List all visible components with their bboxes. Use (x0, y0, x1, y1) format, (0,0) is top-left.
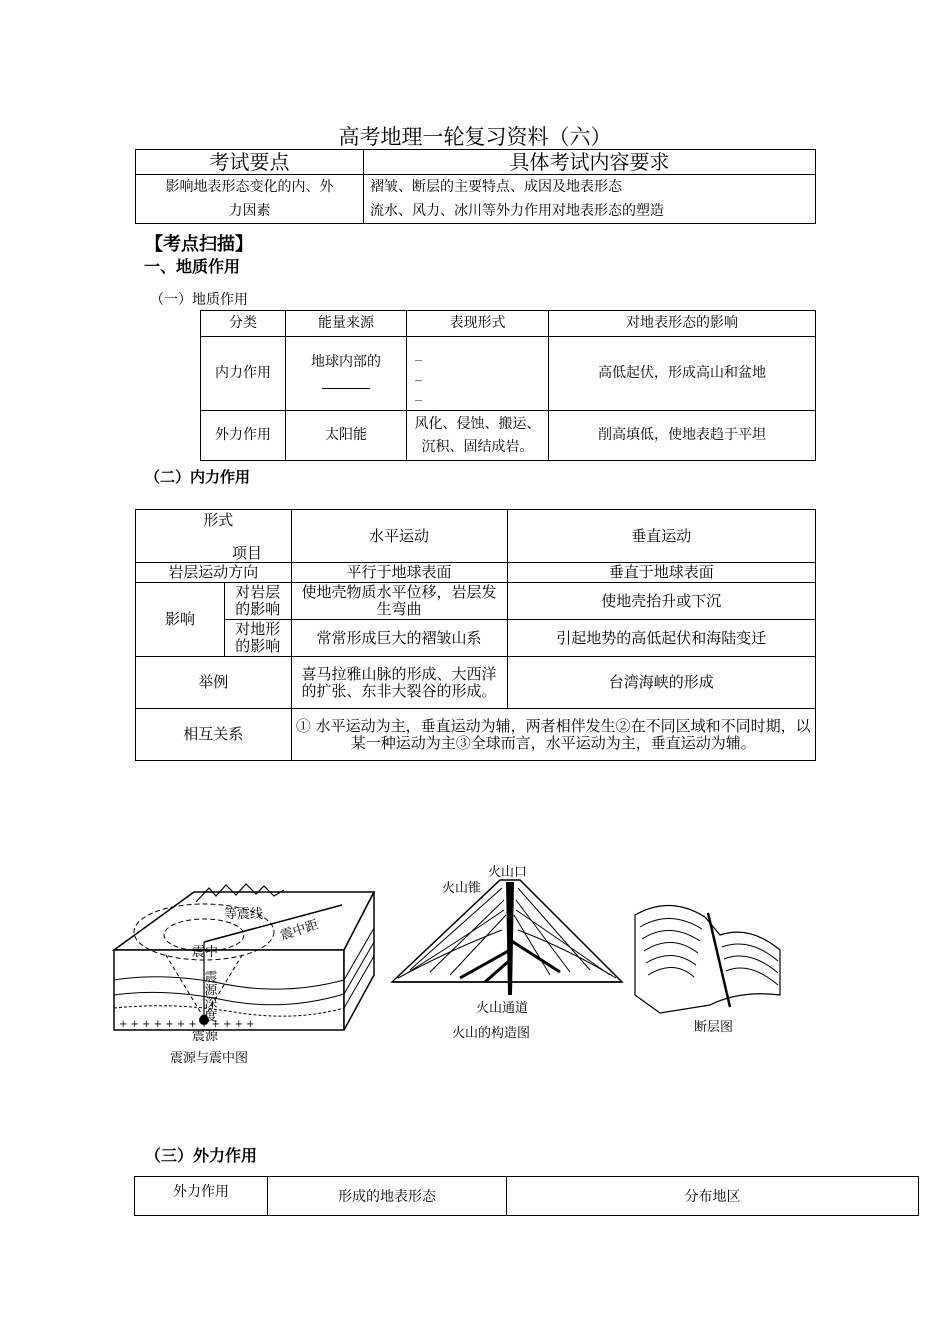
earthquake-caption: 震源与震中图 (170, 1051, 249, 1066)
impact-label: 影响 (136, 583, 225, 657)
direction-vertical: 垂直于地球表面 (507, 563, 815, 583)
header-distribution: 分布地区 (507, 1177, 919, 1216)
conduit-label: 火山通道 (476, 1001, 529, 1016)
external-force-table (134, 1176, 919, 1216)
direction-horizontal: 平行于地球表面 (291, 563, 507, 583)
outer-forms-line2: 沉积、固结成岩。 (421, 438, 534, 455)
epicenter-distance-label: 震中距 (278, 917, 321, 944)
volcano-diagram (390, 860, 625, 1045)
exam-point-line2: 力因素 (228, 203, 271, 219)
internal-force-table (135, 509, 816, 761)
exam-point-line1: 影响地表形态变化的内、外 (165, 179, 334, 195)
example-horizontal: 喜马拉雅山脉的形成、大西洋的扩张、东非大裂谷的形成。 (291, 657, 507, 709)
outer-effect-cell: 削高填低，使地表趋于平坦 (549, 411, 816, 461)
focus-depth-label: 震源深度 (201, 970, 217, 1022)
crater-label: 火山口 (488, 865, 528, 880)
volcano-caption: 火山的构造图 (452, 1026, 531, 1041)
fault-diagram (630, 895, 790, 1035)
example-vertical: 台湾海峡的形成 (507, 657, 815, 709)
rock-impact-label: 对岩层的影响 (225, 583, 292, 620)
exam-content-cell (364, 175, 816, 224)
subsection-heading-1: （一）地质作用 (150, 292, 248, 308)
subsection-heading-3: （三）外力作用 (145, 1146, 258, 1165)
landform-impact-vertical: 引起地势的高低起伏和海陆变迁 (507, 620, 815, 657)
subsection-heading-2: （二）内力作用 (145, 468, 251, 486)
outer-energy-cell: 太阳能 (286, 411, 407, 461)
rock-impact-vertical: 使地壳抬升或下沉 (507, 583, 815, 620)
inner-energy-cell (286, 337, 407, 411)
header-energy: 能量来源 (286, 311, 407, 337)
page-title: 高考地理一轮复习资料（六） (338, 125, 612, 149)
cone-label: 火山锥 (442, 881, 482, 896)
exam-req-1: 褶皱、断层的主要特点、成因及地表形态 (370, 179, 622, 195)
header-form: 表现形式 (407, 311, 549, 337)
direction-label: 岩层运动方向 (136, 563, 292, 583)
outer-forms-line1: 风化、侵蚀、搬运、 (414, 415, 541, 432)
exam-point-cell (136, 175, 364, 224)
inner-effect-cell: 高低起伏，形成高山和盆地 (549, 337, 816, 411)
corner-form-label: 形式 (203, 511, 234, 529)
inner-energy-text: 地球内部的 (311, 353, 381, 370)
energy-blank-line (322, 374, 370, 389)
form-blank-1: _ (415, 345, 422, 362)
header-landform: 形成的地表形态 (268, 1177, 507, 1216)
isoseismal-label: 等震线 (224, 907, 264, 922)
earthquake-diagram (104, 880, 376, 1072)
landform-impact-label: 对地形的影响 (225, 620, 292, 657)
form-blank-3: _ (415, 385, 422, 402)
rock-impact-horizontal: 使地壳物质水平位移，岩层发生弯曲 (291, 583, 507, 620)
section-heading-1: 一、地质作用 (144, 257, 241, 276)
geological-action-table (200, 310, 816, 461)
corner-header-cell (136, 510, 292, 563)
landform-impact-horizontal: 常常形成巨大的褶皱山系 (291, 620, 507, 657)
scan-heading: 【考点扫描】 (145, 234, 253, 255)
focus-label: 震源 (192, 1029, 219, 1044)
svg-text:+ + + + + + + + + +: + + + + + + + + + + + + (119, 1019, 255, 1030)
inner-forms-cell (407, 337, 549, 411)
inner-action-label: 内力作用 (201, 337, 286, 411)
outer-action-label: 外力作用 (201, 411, 286, 461)
header-exam-content: 具体考试内容要求 (364, 150, 816, 175)
corner-item-label: 项目 (232, 544, 263, 562)
header-effect: 对地表形态的影响 (549, 311, 816, 337)
example-label: 举例 (136, 657, 292, 709)
outer-forms-cell (407, 411, 549, 461)
header-category: 分类 (201, 311, 286, 337)
exam-req-2: 流水、风力、冰川等外力作用对地表形态的塑造 (370, 203, 664, 219)
exam-requirements-table (135, 149, 816, 224)
relation-label: 相互关系 (136, 709, 292, 761)
form-blank-2: _ (415, 365, 422, 382)
header-exam-point: 考试要点 (136, 150, 364, 175)
header-external-force: 外力作用 (135, 1177, 268, 1216)
header-vertical: 垂直运动 (507, 510, 815, 563)
relation-text: ① 水平运动为主，垂直运动为辅，两者相伴发生②在不同区域和不同时期，以某一种运动为主③全球而言，水平运动为主，垂直运动为辅。 (291, 709, 815, 761)
header-horizontal: 水平运动 (291, 510, 507, 563)
fault-caption: 断层图 (694, 1020, 734, 1035)
epicenter-label: 震中 (192, 945, 219, 960)
